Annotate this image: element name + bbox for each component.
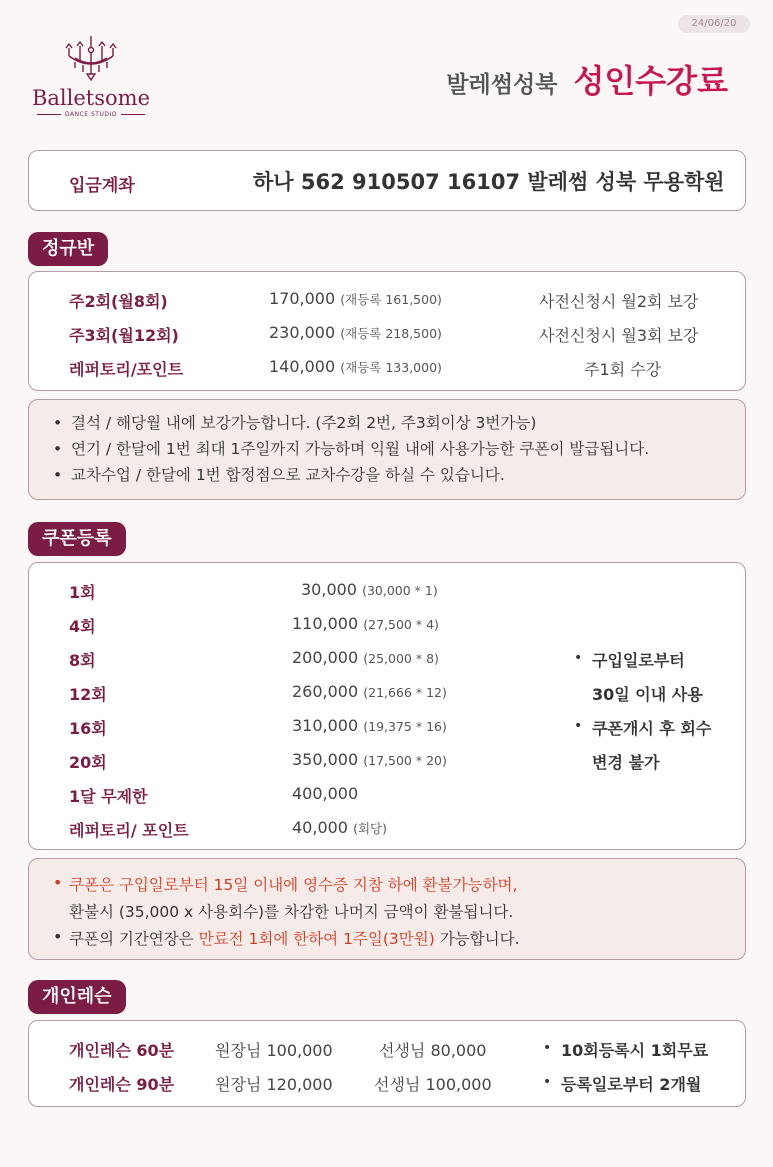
list-item: • 연기 / 한달에 1번 최대 1주일까지 가능하며 익월 내에 사용가능한 쿠폰이 발급됩니다. xyxy=(53,436,745,462)
coupon-extension-note: 쿠폰의 기간연장은 만료전 1회에 한하여 1주일(3만원) 가능합니다. xyxy=(69,930,520,948)
private-note: 등록일로부터 2개월 xyxy=(561,1075,702,1094)
regular-notes xyxy=(28,399,746,500)
regular-note: 사전신청시 월2회 보강 xyxy=(539,292,699,311)
private-teacher: 선생님 80,000 xyxy=(379,1041,487,1060)
account-label: 입금계좌 xyxy=(69,176,135,196)
bullet-dot: • xyxy=(543,1074,552,1090)
coupon-price: 310,000 (19,375 * 16) xyxy=(292,716,447,735)
coupon-price: 110,000 (27,500 * 4) xyxy=(292,614,439,633)
coupon-price: 200,000 (25,000 * 8) xyxy=(292,648,439,667)
logo-name: Balletsome xyxy=(31,86,150,110)
coupon-name: 8회 xyxy=(69,651,96,670)
coupon-name: 16회 xyxy=(69,719,107,738)
private-teacher: 선생님 100,000 xyxy=(374,1075,492,1094)
coupon-price: 40,000 (회당) xyxy=(292,818,387,837)
regular-note: 주1회 수강 xyxy=(584,360,662,379)
regular-name: 주3회(월12회) xyxy=(69,326,179,345)
regular-note: 사전신청시 월3회 보강 xyxy=(539,326,699,345)
section-heading-regular: 정규반 xyxy=(28,232,108,266)
chandelier-icon xyxy=(61,34,121,84)
account-box xyxy=(28,150,746,211)
coupon-price: 400,000 xyxy=(292,784,359,803)
private-director: 원장님 120,000 xyxy=(215,1075,333,1094)
coupon-refund-note: 쿠폰은 구입일로부터 15일 이내에 영수증 지참 하에 환불가능하며, xyxy=(69,876,518,894)
list-item: • 교차수업 / 한달에 1번 합정점으로 교차수강을 하실 수 있습니다. xyxy=(53,462,745,488)
studio-logo xyxy=(28,34,154,126)
section-heading-private: 개인레슨 xyxy=(28,980,126,1014)
regular-price: 140,000 (재등록 133,000) xyxy=(269,357,442,376)
bullet-dot: • xyxy=(574,650,583,666)
private-name: 개인레슨 60분 xyxy=(69,1041,175,1060)
logo-sub: DANCE STUDIO xyxy=(28,111,154,118)
coupon-side-note: 구입일로부터 xyxy=(592,651,685,670)
regular-name: 주2회(월8회) xyxy=(69,292,168,311)
bullet-dot: • xyxy=(53,927,63,946)
bullet-dot: • xyxy=(53,873,63,892)
coupon-price: 30,000 (30,000 * 1) xyxy=(301,580,438,599)
coupon-name: 1회 xyxy=(69,583,96,602)
coupon-table xyxy=(28,562,746,850)
private-director: 원장님 100,000 xyxy=(215,1041,333,1060)
bullet-dot: • xyxy=(543,1040,552,1056)
coupon-name: 레퍼토리/ 포인트 xyxy=(69,821,189,840)
list-item: • 결석 / 해당월 내에 보강가능합니다. (주2회 2번, 주3회이상 3번가능) xyxy=(53,410,745,436)
coupon-price: 260,000 (21,666 * 12) xyxy=(292,682,447,701)
coupon-name: 20회 xyxy=(69,753,107,772)
account-value: 하나 562 910507 16107 발레썸 성북 무용학원 xyxy=(253,170,725,194)
page-subtitle: 발레썸성북 xyxy=(446,72,558,98)
coupon-refund-note: 환불시 (35,000 x 사용회수)를 차감한 나머지 금액이 환불됩니다. xyxy=(69,903,514,921)
date-badge: 24/06/20 xyxy=(678,15,750,33)
regular-price: 170,000 (재등록 161,500) xyxy=(269,289,442,308)
coupon-side-note: 변경 불가 xyxy=(592,753,660,772)
coupon-notes xyxy=(28,858,746,960)
coupon-side-note: 30일 이내 사용 xyxy=(592,685,703,704)
section-heading-coupon: 쿠폰등록 xyxy=(28,522,126,556)
coupon-price: 350,000 (17,500 * 20) xyxy=(292,750,447,769)
coupon-name: 12회 xyxy=(69,685,107,704)
private-table xyxy=(28,1020,746,1107)
coupon-name: 4회 xyxy=(69,617,96,636)
regular-name: 레퍼토리/포인트 xyxy=(69,360,184,379)
regular-price: 230,000 (재등록 218,500) xyxy=(269,323,442,342)
page-title: 성인수강료 xyxy=(573,62,728,100)
bullet-dot: • xyxy=(574,718,583,734)
page-header xyxy=(446,56,728,102)
coupon-side-note: 쿠폰개시 후 회수 xyxy=(592,719,712,738)
private-name: 개인레슨 90분 xyxy=(69,1075,175,1094)
regular-table xyxy=(28,271,746,391)
coupon-name: 1달 무제한 xyxy=(69,787,148,806)
private-note: 10회등록시 1회무료 xyxy=(561,1041,709,1060)
